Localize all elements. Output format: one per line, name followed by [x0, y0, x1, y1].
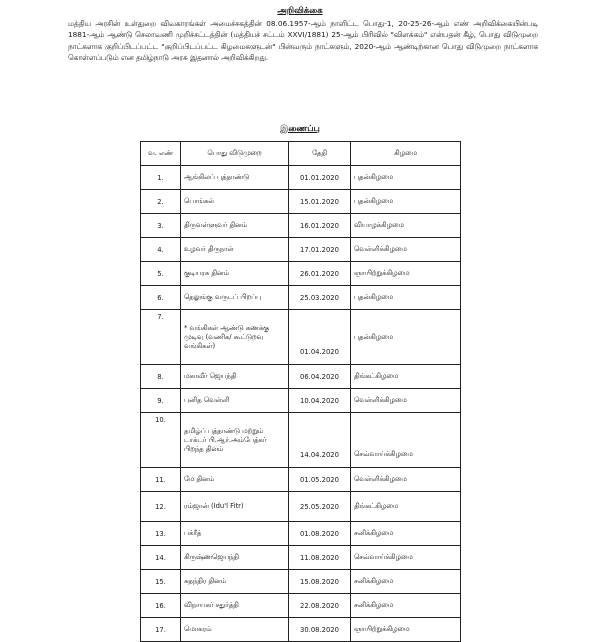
holiday-date: 25.03.2020	[289, 286, 351, 310]
annex-title: இணைப்பு	[280, 124, 320, 134]
holiday-date: 01.05.2020	[289, 468, 351, 492]
holiday-day: வெள்ளிக்கிழமை	[351, 468, 461, 492]
table-row	[141, 365, 461, 389]
holiday-day: திங்கட்கிழமை	[351, 365, 461, 389]
holiday-day: ஞாயிற்றுக்கிழமை	[351, 262, 461, 286]
holiday-date: 10.04.2020	[289, 389, 351, 413]
row-number: 15.	[141, 570, 181, 594]
holiday-name: மொகரம்	[181, 618, 289, 642]
document-heading: அறிவிக்கை	[277, 6, 323, 16]
holiday-date: 16.01.2020	[289, 214, 351, 238]
holiday-date: 14.04.2020	[289, 413, 351, 468]
holiday-name: புனித வெள்ளி	[181, 389, 289, 413]
holiday-name: * வங்கிகள் ஆண்டு கணக்கு முடிவு (வணிக/ கூட்டுறவு வங்கிகள்)	[181, 310, 289, 365]
row-number: 5.	[141, 262, 181, 286]
holiday-date: 15.01.2020	[289, 190, 351, 214]
row-number: 16.	[141, 594, 181, 618]
row-number: 3.	[141, 214, 181, 238]
table-row	[141, 570, 461, 594]
table-row	[141, 286, 461, 310]
holiday-name: ஆங்கிலப் புத்தாண்டு	[181, 166, 289, 190]
holiday-day: ஞாயிற்றுக்கிழமை	[351, 618, 461, 642]
holiday-day: வெள்ளிக்கிழமை	[351, 238, 461, 262]
holiday-day: திங்கட்கிழமை	[351, 492, 461, 522]
holiday-name: சுதந்திர தினம்	[181, 570, 289, 594]
holiday-day: செவ்வாய்க்கிழமை	[351, 546, 461, 570]
holiday-name: விநாயகர் சதுர்த்தி	[181, 594, 289, 618]
table-row	[141, 166, 461, 190]
holiday-day: புதன்கிழமை	[351, 166, 461, 190]
holiday-name: மகாவீர் ஜெயந்தி	[181, 365, 289, 389]
row-number: 10.	[141, 413, 181, 468]
table-row	[141, 522, 461, 546]
table-row	[141, 262, 461, 286]
row-number: 1.	[141, 166, 181, 190]
holiday-name: பக்ரீத்	[181, 522, 289, 546]
holiday-date: 01.08.2020	[289, 522, 351, 546]
table-row	[141, 546, 461, 570]
table-row	[141, 618, 461, 642]
table-row	[141, 214, 461, 238]
row-number: 11.	[141, 468, 181, 492]
holiday-day: சனிக்கிழமை	[351, 594, 461, 618]
table-row	[141, 492, 461, 522]
row-number: 14.	[141, 546, 181, 570]
row-number: 17.	[141, 618, 181, 642]
holiday-day: சனிக்கிழமை	[351, 570, 461, 594]
holiday-date: 17.01.2020	[289, 238, 351, 262]
row-number: 12.	[141, 492, 181, 522]
row-number: 7.	[141, 310, 181, 365]
table-row	[141, 190, 461, 214]
header-date: தேதி	[289, 142, 351, 166]
holiday-date: 01.01.2020	[289, 166, 351, 190]
row-number: 9.	[141, 389, 181, 413]
holiday-day: செவ்வாய்க்கிழமை	[351, 413, 461, 468]
holiday-name: ரம்ஜான் (Idu'l Fitr)	[181, 492, 289, 522]
holiday-table	[140, 141, 461, 642]
table-row	[141, 468, 461, 492]
table-header-row	[141, 142, 461, 166]
header-day: கிழமை	[351, 142, 461, 166]
holiday-day: புதன்கிழமை	[351, 286, 461, 310]
holiday-day: சனிக்கிழமை	[351, 522, 461, 546]
holiday-name: பொங்கல்	[181, 190, 289, 214]
holiday-day: புதன்கிழமை	[351, 310, 461, 365]
row-number: 6.	[141, 286, 181, 310]
holiday-date: 15.08.2020	[289, 570, 351, 594]
holiday-date: 06.04.2020	[289, 365, 351, 389]
holiday-name: தெலுங்கு வருடப் பிறப்பு	[181, 286, 289, 310]
row-number: 4.	[141, 238, 181, 262]
holiday-name: மே தினம்	[181, 468, 289, 492]
holiday-name: உழவர் திருநாள்	[181, 238, 289, 262]
table-row	[141, 413, 461, 468]
table-row	[141, 594, 461, 618]
holiday-name: தமிழ்ப் புத்தாண்டு மற்றும் டாக்டர் பி.ஆர்.அம்பேத்கர் பிறந்த தினம்	[181, 413, 289, 468]
holiday-date: 01.04.2020	[289, 310, 351, 365]
holiday-date: 25.05.2020	[289, 492, 351, 522]
row-number: 2.	[141, 190, 181, 214]
table-row	[141, 389, 461, 413]
table-row	[141, 238, 461, 262]
notification-paragraph: மத்திய அரசின் உள்துறை விவகாரங்கள் அமைச்சகத்தின் 08.06.1957-ஆம் நாளிட்ட பொது-1, 20-25-26-ஆம் எண் அறிவிக்கையின்படி 1881-ஆம் ஆண்டு செலாவணி முறிச்சட்டத்தின் (மத்தியச் சட்டம் XXVI/1881) 25-ஆம் பிரிவில் "விளக்கம்" என்பதன் கீழ், பொது விடுமுறை நாட்களாக குறிப்பிடப்பட்ட "குறிப்பிடப்பட்ட கிழமைகளுடன்" பின்வரும் நாட்களும், 2020-ஆம் ஆண்டிற்கான பொது விடுமுறை நாட்களாக கொள்ளப்படும் என தமிழ்நாடு அரசு இதனால் அறிவிக்கிறது.	[68, 19, 538, 63]
header-serial: வ. எண்	[141, 142, 181, 166]
table-row	[141, 310, 461, 365]
holiday-name: திருவள்ளுவர் தினம்	[181, 214, 289, 238]
holiday-name: கிருஷ்ணஜெயந்தி	[181, 546, 289, 570]
holiday-day: வெள்ளிக்கிழமை	[351, 389, 461, 413]
holiday-day: வியாழக்கிழமை	[351, 214, 461, 238]
holiday-date: 30.08.2020	[289, 618, 351, 642]
holiday-day: புதன்கிழமை	[351, 190, 461, 214]
row-number: 13.	[141, 522, 181, 546]
holiday-name: குடியரசு தினம்	[181, 262, 289, 286]
holiday-date: 26.01.2020	[289, 262, 351, 286]
row-number: 8.	[141, 365, 181, 389]
header-holiday: பொது விடுமுறை	[181, 142, 289, 166]
holiday-date: 11.08.2020	[289, 546, 351, 570]
holiday-date: 22.08.2020	[289, 594, 351, 618]
